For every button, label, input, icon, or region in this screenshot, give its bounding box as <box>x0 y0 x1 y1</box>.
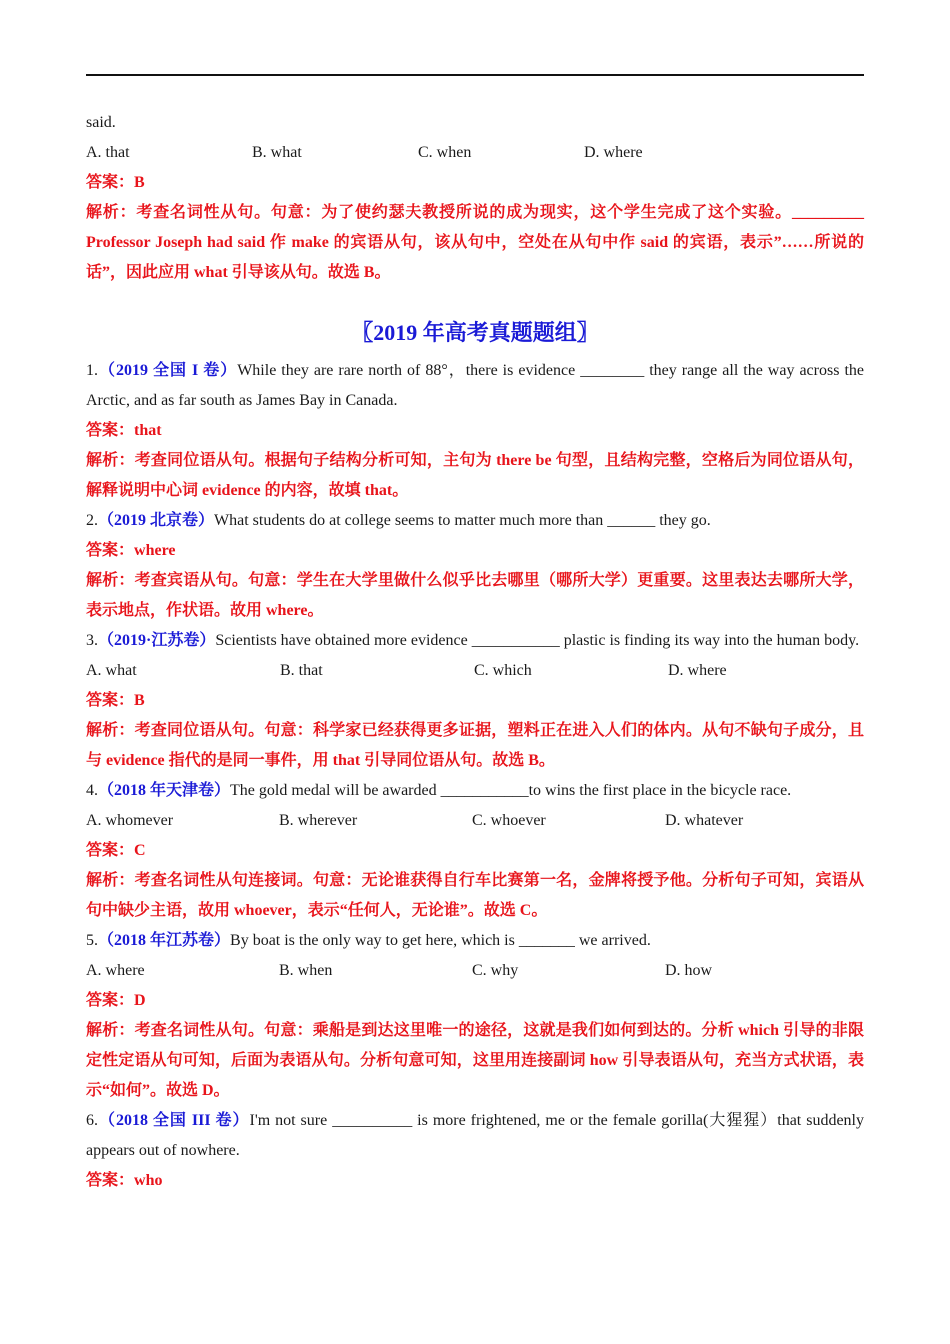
options-3 <box>86 656 864 686</box>
question-source: （2019 北京卷） <box>98 512 215 529</box>
question-3: 3.（2019·江苏卷）Scientists have obtained more evidence ___________ plastic is finding its way into the human body. <box>86 632 860 649</box>
option-b: B. that <box>280 662 323 679</box>
question-source: （2019·江苏卷） <box>98 632 216 649</box>
option-d: D. how <box>665 962 713 979</box>
analysis-4: 解析：考查名词性从句连接词。句意：无论谁获得自行车比赛第一名，金牌将授予他。分析句子可知，宾语从句中缺少主语，故用 whoever，表示“任何人，无论谁”。故选 C。 <box>86 872 864 919</box>
options-4 <box>86 806 864 836</box>
analysis-3: 解析：考查同位语从句。句意：科学家已经获得更多证据，塑料正在进入人们的体内。从句不缺句子成分，且与 evidence 指代的是同一事件，用 that 引导同位语从句。故选 B。 <box>86 722 864 769</box>
option-d: D. where <box>668 662 727 679</box>
answer-5: 答案：D <box>86 992 146 1009</box>
prev-analysis: 解析：考查名词性从句。句意：为了使约瑟夫教授所说的成为现实，这个学生完成了这个实验。_________ Professor Joseph had said 作 make 的宾语从句，该从句中，空处在从句中作 said 的宾语，表示”……所说的话”，因此应用 what 引导该从句。故选 B。 <box>86 204 864 281</box>
question-2: 2.（2019 北京卷）What students do at college seems to matter much more than ______ they go. <box>86 512 711 529</box>
option-d: D. where <box>584 144 643 161</box>
option-b: B. when <box>279 962 333 979</box>
option-c: C. why <box>472 962 519 979</box>
answer-4: 答案：C <box>86 842 146 859</box>
option-d: D. whatever <box>665 812 744 829</box>
analysis-5: 解析：考查名词性从句。句意：乘船是到达这里唯一的途径，这就是我们如何到达的。分析 which 引导的非限定性定语从句可知，后面为表语从句。分析句意可知，这里用连接副词 how 引导表语从句，充当方式状语，表示“如何”。故选 D。 <box>86 1022 864 1099</box>
option-c: C. which <box>474 662 532 679</box>
analysis-2: 解析：考查宾语从句。句意：学生在大学里做什么似乎比去哪里（哪所大学）更重要。这里表达去哪所大学，表示地点，作状语。故用 where。 <box>86 572 864 619</box>
question-5: 5.（2018 年江苏卷）By boat is the only way to get here, which is _______ we arrived. <box>86 932 651 949</box>
question-source: （2019 全国 I 卷） <box>98 362 238 379</box>
analysis-1: 解析：考查同位语从句。根据句子结构分析可知，主句为 there be 句型，且结构完整，空格后为同位语从句，解释说明中心词 evidence 的内容，故填 that。 <box>86 452 864 499</box>
question-source: （2018 年天津卷） <box>98 782 231 799</box>
document-body <box>86 108 864 1196</box>
answer-2: 答案：where <box>86 542 176 559</box>
option-c: C. whoever <box>472 812 546 829</box>
question-source: （2018 年江苏卷） <box>98 932 231 949</box>
question-4: 4.（2018 年天津卷）The gold medal will be awarded ___________to wins the first place in the bicycle race. <box>86 782 792 799</box>
options-5 <box>86 956 864 986</box>
header-rule <box>86 74 864 76</box>
question-1: 1.（2019 全国 I 卷）While they are rare north of 88°，there is evidence ________ they range all the way across the Arctic, and as far south as James Bay in Canada. <box>86 362 864 409</box>
prev-stem-tail: said. <box>86 114 116 131</box>
question-6: 6.（2018 全国 III 卷）I'm not sure __________ is more frightened, me or the female gorilla(大猩猩）that suddenly appears out of nowhere. <box>86 1112 864 1159</box>
option-a: A. whomever <box>86 812 174 829</box>
option-c: C. when <box>418 144 472 161</box>
option-a: A. that <box>86 144 130 161</box>
prev-options <box>86 138 864 168</box>
answer-6: 答案：who <box>86 1172 163 1189</box>
option-b: B. wherever <box>279 812 358 829</box>
question-source: （2018 全国 III 卷） <box>98 1112 250 1129</box>
prev-answer: 答案：B <box>86 174 145 191</box>
section-title: 〖2019 年高考真题题组〗 <box>351 320 599 345</box>
option-a: A. where <box>86 962 145 979</box>
answer-1: 答案：that <box>86 422 162 439</box>
option-a: A. what <box>86 662 137 679</box>
answer-3: 答案：B <box>86 692 145 709</box>
option-b: B. what <box>252 144 302 161</box>
